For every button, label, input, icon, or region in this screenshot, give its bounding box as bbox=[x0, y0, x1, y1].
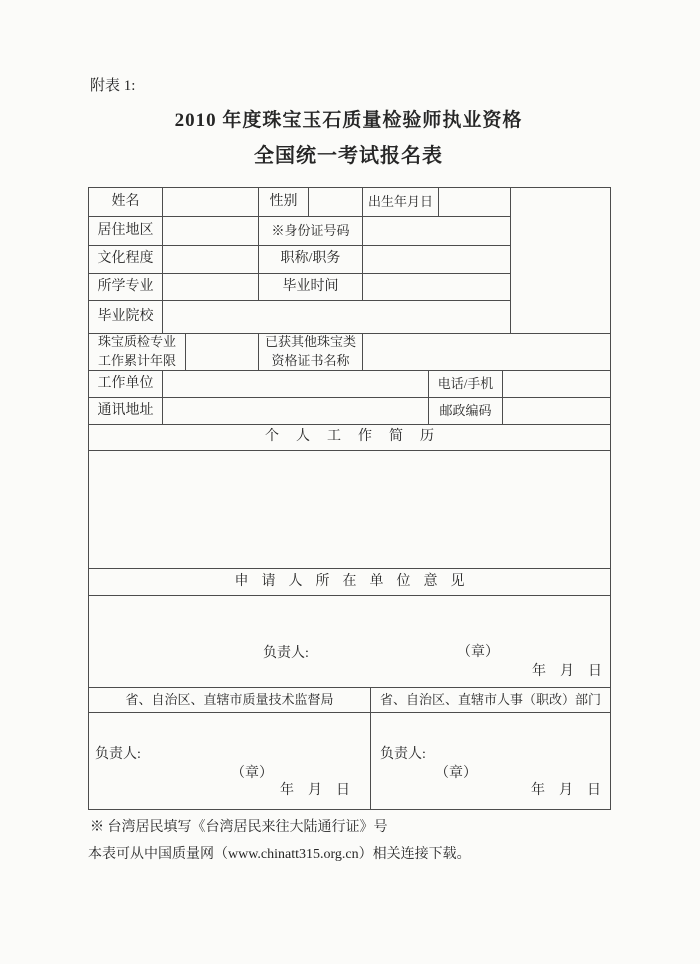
work-years-label-cell bbox=[89, 334, 186, 371]
work-years-label-line1: 珠宝质检专业 bbox=[97, 334, 176, 350]
other-certs-value-cell bbox=[363, 334, 610, 371]
graduation-time-label-cell: 毕业时间 bbox=[259, 274, 363, 301]
photo-cell bbox=[511, 188, 610, 334]
form-title-line1: 2010 年度珠宝玉石质量检验师执业资格 bbox=[174, 110, 523, 131]
sign-left-seal-label: （章） bbox=[231, 766, 273, 781]
opinion-date-label: 年 月 日 bbox=[532, 664, 602, 679]
education-value-cell bbox=[163, 246, 259, 274]
unit-opinion-section-header: 申请人所在单位意见 bbox=[89, 569, 610, 596]
dept-right-header-cell: 省、自治区、直辖市人事（职改）部门 bbox=[371, 688, 610, 713]
unit-opinion-cell bbox=[89, 596, 610, 688]
postcode-label-cell: 邮政编码 bbox=[429, 398, 503, 425]
id-number-value-cell bbox=[363, 217, 511, 246]
opinion-seal-label: （章） bbox=[457, 645, 499, 660]
sign-right-manager-label: 负责人: bbox=[380, 747, 426, 762]
sign-left-date-label: 年 月 日 bbox=[280, 783, 350, 798]
phone-label-cell: 电话/手机 bbox=[429, 371, 503, 398]
other-certs-label-line1: 已获其他珠宝类 bbox=[264, 334, 356, 350]
job-title-label-cell: 职称/职务 bbox=[259, 246, 363, 274]
employer-label-cell: 工作单位 bbox=[89, 371, 163, 398]
resume-content-cell bbox=[89, 451, 610, 569]
footnote-taiwan-note: ※ 台湾居民填写《台湾居民来往大陆通行证》号 bbox=[90, 820, 388, 835]
sign-left-cell bbox=[89, 713, 371, 809]
registration-form-table bbox=[88, 187, 611, 810]
employer-value-cell bbox=[163, 371, 429, 398]
birth-date-label-cell: 出生年月日 bbox=[363, 188, 439, 217]
address-value-cell bbox=[163, 398, 429, 425]
sign-left-manager-label: 负责人: bbox=[95, 747, 141, 762]
residence-label-cell: 居住地区 bbox=[89, 217, 163, 246]
form-title-line2: 全国统一考试报名表 bbox=[254, 145, 443, 167]
other-certs-label-cell bbox=[259, 334, 363, 371]
postcode-value-cell bbox=[503, 398, 610, 425]
gender-value-cell bbox=[309, 188, 363, 217]
work-years-label-line2: 工作累计年限 bbox=[97, 353, 176, 368]
education-label-cell: 文化程度 bbox=[89, 246, 163, 274]
sign-right-seal-label: （章） bbox=[435, 766, 477, 781]
appendix-label: 附表 1: bbox=[90, 78, 136, 94]
address-label-cell: 通讯地址 bbox=[89, 398, 163, 425]
dept-left-header-cell: 省、自治区、直辖市质量技术监督局 bbox=[89, 688, 371, 713]
work-years-value-cell bbox=[186, 334, 259, 371]
major-label-cell: 所学专业 bbox=[89, 274, 163, 301]
graduation-time-value-cell bbox=[363, 274, 511, 301]
school-label-cell: 毕业院校 bbox=[89, 301, 163, 334]
residence-value-cell bbox=[163, 217, 259, 246]
major-value-cell bbox=[163, 274, 259, 301]
footnote-download-note: 本表可从中国质量网（www.chinatt315.org.cn）相关连接下载。 bbox=[88, 847, 471, 862]
gender-label-cell: 性别 bbox=[259, 188, 309, 217]
sign-right-date-label: 年 月 日 bbox=[531, 783, 601, 798]
phone-value-cell bbox=[503, 371, 610, 398]
opinion-manager-label: 负责人: bbox=[263, 646, 309, 661]
name-value-cell bbox=[163, 188, 259, 217]
birth-date-value-cell bbox=[439, 188, 511, 217]
other-certs-label-line2: 资格证书名称 bbox=[271, 353, 350, 368]
school-value-cell bbox=[163, 301, 511, 334]
name-label-cell: 姓名 bbox=[89, 188, 163, 217]
resume-section-header: 个人工作简历 bbox=[89, 425, 610, 451]
id-number-label-cell: ※身份证号码 bbox=[259, 217, 363, 246]
job-title-value-cell bbox=[363, 246, 511, 274]
sign-right-cell bbox=[371, 713, 610, 809]
